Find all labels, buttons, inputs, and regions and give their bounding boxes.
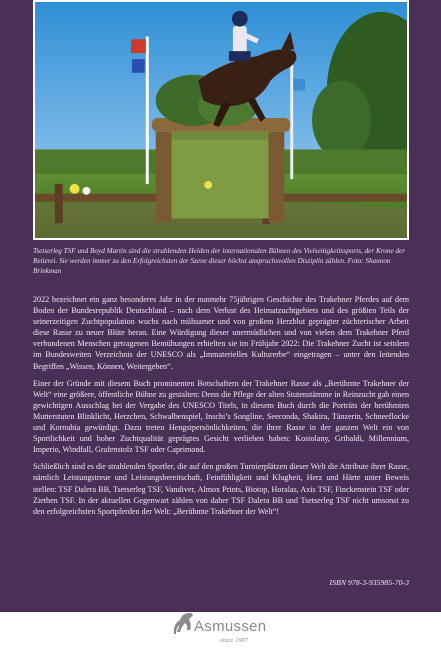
paragraph: 2022 bezeichnet ein ganz besonderes Jahr in der nunmehr 75jährigen Geschichte des Trakehner Pferdes auf dem Boden der Bundesrepublik Deutschland – nach dem Verlust des Heimatzuchtgebiets und des größten Teils der seinerzeitigen Zuchtpopulation wuchs nach mühsamer und von großem Herzblut geprägter züchterischer Arbeit diese Rasse zu neuer Blüte heran. Eine Würdigung dieser unermüdlichen und von vielen dem Trakehner Pferd verbundenen Menschen getragenen Bemühungen erhielten sie im Frühjahr 2022: Die Trakehner Zucht ist seitdem im Bundesweiten Verzeichnis der UNESCO als „Immaterielles Kulturerbe“ eingetragen – unter den leitenden Begriffen „Wissen, Können, Weitergeben“. [33,295,409,371]
publisher-logo [162,606,280,652]
isbn-number: ISBN 978-3-935985-70-3 [329,578,409,587]
cover-photo [33,0,409,240]
logo-since: since 1997 [220,637,248,644]
horse-jumping-photo [35,2,407,238]
logo-name: Asmussen [194,618,267,635]
blurb-text [33,294,409,523]
paragraph: Schließlich sind es die strahlenden Sportler, die auf den großen Turnierplätzen dieser Welt die Attribute ihrer Rasse, nämlich Leistungstreue und Leistungsbereitschaft, Feinfühligkeit und Klugheit, Herz und Härte unter Beweis stellen: TSF Dalera BB, Tsetserleg TSF, Vandiver, Almox Prints, Biotop, Horalas, Axis TSF, Finckenstein TSF oder Ziethen TSF. In der aktuellen Gegenwart zählen von daher TSF Dalera BB und Tsetserleg TSF nicht umsonst zu den erfolgreichsten Sportpferden der Welt: „Berühmte Trakehner der Welt“! [33,462,409,516]
paragraph: Einer der Gründe mit diesem Buch prominenten Botschaftern der Trakehner Rasse als „Berühmte Trakehner der Welt“ eine größere, öffentliche Bühne zu gestalten: Denn die Pflege der alten Stutenstämme in Reinzucht gab einen gewichtigen Ausschlag bei der Vergabe des UNESCO Titels, in diesem Buch durch die Porträts der berühmten Mutterstuten Blinklicht, Herzchen, Schwalbenspiel, Inschi’s Songline, Seeconda, Shakira, Tänzerin, Schneeflocke und Kornubia gewürdigt. Dazu treten Hengstpersönlichkeiten, die ihrer Rasse in der ganzen Welt ein von Sportlichkeit und hoher Zuchtqualität geprägtes Gesicht verliehen haben: Kostolany, Gribaldi, Millennium, Imperio, Windfall, Grafenstolz TSF oder Caprimond. [33,378,409,455]
photo-caption: Tsetserleg TSF und Boyd Martin sind die strahlenden Helden der internationalen Bühnen des Vielseitigkeitssports, der Krone der Reiterei. Sie werden immer zu den Erfolgreichsten der Szene dieser höchst anspruchsvollen Disziplin zählen. Foto: Shannon Brinkman [33,247,406,276]
